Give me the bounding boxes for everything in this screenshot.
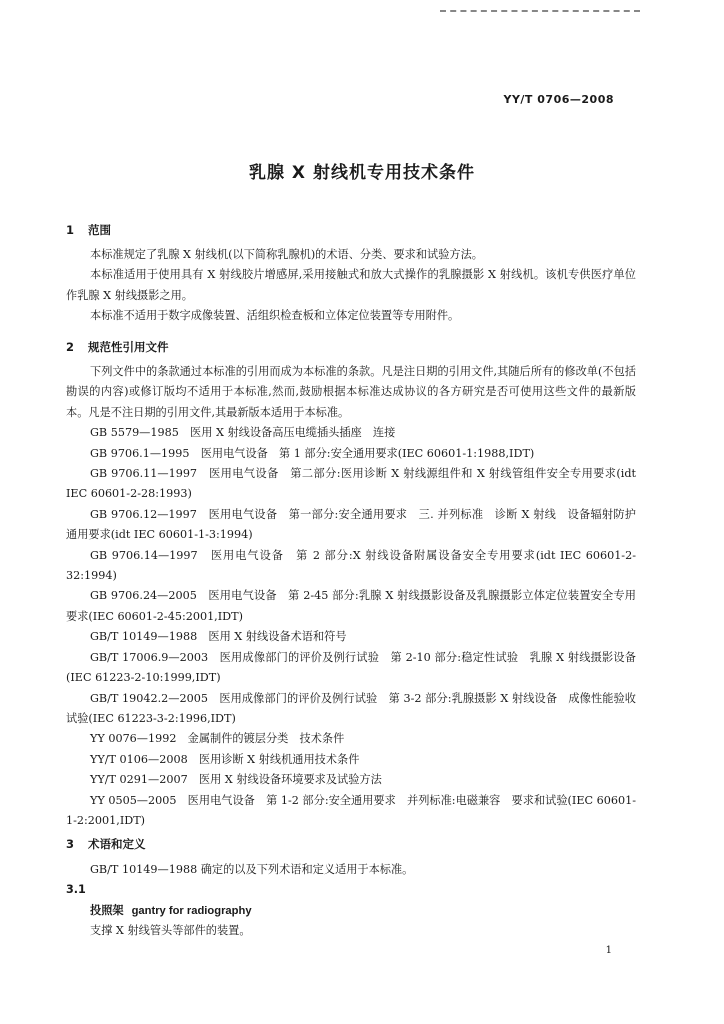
section-number: 1 [66,223,75,237]
reference-item: GB/T 19042.2—2005 医用成像部门的评价及例行试验 第 3-2 部分:乳腺摄影 X 射线设备 成像性能验收试验(IEC 61223-3-2:1996,IDT) [66,691,636,725]
section-3-body [66,860,636,942]
paragraph: GB/T 10149—1988 确定的以及下列术语和定义适用于本标准。 [90,863,414,876]
term-english: gantry for radiography [131,904,252,917]
page-number: 1 [605,945,612,956]
paragraph: 下列文件中的条款通过本标准的引用而成为本标准的条款。凡是注日期的引用文件,其随后所有的修改单(不包括勘误的内容)或修订版均不适用于本标准,然而,鼓励根据本标准达成协议的各方研究是否可使用这些文件的最新版本。凡是不注日期的引用文件,其最新版本适用于本标准。 [66,365,636,419]
reference-item: GB/T 10149—1988 医用 X 射线设备术语和符号 [90,630,347,644]
reference-item: GB 9706.1—1995 医用电气设备 第 1 部分:安全通用要求(IEC 60601-1:1988,IDT) [90,446,535,460]
section-title: 范围 [88,223,111,237]
reference-item: GB 5579—1985 医用 X 射线设备高压电缆插头插座 连接 [90,426,396,440]
scan-artifact [440,10,640,15]
term-chinese: 投照架 [90,903,124,917]
section-3-heading [66,836,146,852]
term-number: 3.1 [66,883,86,897]
paragraph: 本标准适用于使用具有 X 射线胶片增感屏,采用接触式和放大式操作的乳腺摄影 X 射线机。该机专供医疗单位作乳腺 X 射线摄影之用。 [66,268,636,302]
reference-item: GB 9706.24—2005 医用电气设备 第 2-45 部分:乳腺 X 射线摄影设备及乳腺摄影立体定位装置安全专用要求(IEC 60601-2-45:2001,IDT) [66,589,636,623]
reference-item: GB 9706.14—1997 医用电气设备 第 2 部分:X 射线设备附属设备安全专用要求(idt IEC 60601-2-32:1994) [66,548,636,583]
section-number: 3 [66,837,75,851]
term-entry [66,901,636,921]
reference-item: GB/T 17006.9—2003 医用成像部门的评价及例行试验 第 2-10 部分:稳定性试验 乳腺 X 射线摄影设备(IEC 61223-2-10:1999,IDT) [66,650,636,685]
standard-code: YY/T 0706—2008 [503,93,614,106]
section-2-heading [66,339,169,355]
reference-item: YY/T 0291—2007 医用 X 射线设备环境要求及试验方法 [90,773,382,787]
term-definition: 支撑 X 射线管头等部件的装置。 [90,924,251,938]
reference-item: GB 9706.12—1997 医用电气设备 第一部分:安全通用要求 三. 并列标准 诊断 X 射线 设备辐射防护通用要求(idt IEC 60601-1-3:1994) [66,507,636,542]
reference-item: YY/T 0106—2008 医用诊断 X 射线机通用技术条件 [90,752,360,766]
section-1-body [66,245,636,327]
section-number: 2 [66,340,75,354]
section-2-body [66,362,636,831]
reference-item: GB 9706.11—1997 医用电气设备 第二部分:医用诊断 X 射线源组件和 X 射线管组件安全专用要求(idt IEC 60601-2-28:1993) [66,467,636,501]
paragraph: 本标准规定了乳腺 X 射线机(以下简称乳腺机)的术语、分类、要求和试验方法。 [90,248,483,261]
section-title: 规范性引用文件 [88,340,169,354]
reference-item: YY 0505—2005 医用电气设备 第 1-2 部分:安全通用要求 并列标准:电磁兼容 要求和试验(IEC 60601-1-2:2001,IDT) [66,793,636,827]
section-1-heading [66,222,111,238]
reference-item: YY 0076—1992 金属制件的镀层分类 技术条件 [90,732,345,746]
paragraph: 本标准不适用于数字成像装置、活组织检查板和立体定位装置等专用附件。 [90,309,460,323]
section-title: 术语和定义 [88,837,146,851]
document-title: 乳腺 X 射线机专用技术条件 [249,163,475,183]
